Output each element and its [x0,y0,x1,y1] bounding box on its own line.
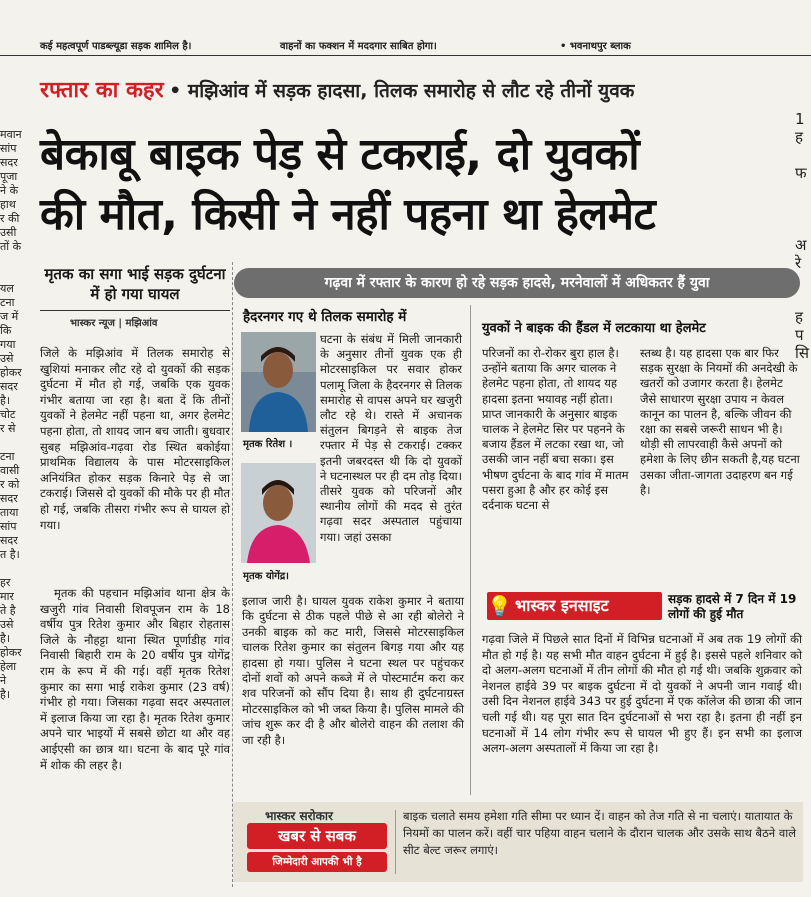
left-edge-fragment: हर [0,576,11,589]
column-divider [232,262,233,887]
left-edge-fragment: सांप [0,520,17,533]
headline-line-2: की मौत, किसी ने नहीं पहना था हेलमेट [40,189,656,240]
sarokar-lesson: खबर से सबक [247,823,387,849]
right-edge-fragment: रे [795,254,802,272]
left-body-para-1: जिले के मझिआंव में तिलक समारोह से खुशियां मनाकर लौट रहे दो युवकों की सड़क दुर्घटना में मौत हो गई, जबकि एक युवक गंभीर बताया जा रहा है। बता दें कि तीनों युवकों ने हेलमेट नहीं पहना था, अगर हेलमेट पहना होता, तो शायद जान बच जाती। बुधवार सुबह मझिआंव-गढ़वा रोड स्थित बकोईया प्राथमिक विद्यालय के पास मोटरसाइकिल अनियंत्रित होकर सड़क किनारे पेड़ से जा टकराई। जिससे दो युवकों की मौके पर ही मौत हो गई, जबकि तीसरा गंभीर रूप से घायल हो गया। [40,346,230,532]
left-edge-fragment: सदर [0,492,18,505]
left-edge-fragment: ते है [0,604,16,617]
left-edge-fragment: सदर [0,380,18,393]
col3-text-b: स्तब्ध है। यह हादसा एक बार फिर सड़क सुरक्षा के नियमों की अनदेखी के खतरों को उजागर करता है। हेलमेट जैसे साधारण सुरक्षा उपाय न केवल कानून का पालन है, बल्कि जीवन की रक्षा का सबसे जरूरी साधन भी है। थोड़ी सी लापरवाही कैसे अपनों को हमेशा के लिए छीन सकती है,यह घटना उसका जीता-जागता उदाहरण बन गई है। [640,346,800,497]
left-edge-fragment: वासी [0,464,20,477]
photo-ritesh [241,332,316,432]
top-rule [0,55,811,56]
left-edge-fragment: मवान [0,128,22,141]
left-edge-fragment: होकर [0,646,22,659]
insight-side-heading: सड़क हादसे में 7 दिन में 19 लोगों की हुई मौत [668,592,797,621]
subhead-rule [40,310,230,311]
left-edge-fragment: होकर [0,366,22,379]
right-edge-fragment [795,290,811,308]
right-edge-fragment: ह [795,128,803,146]
photo-yogendra-caption: मृतक योगेंद्र। [243,571,289,582]
left-edge-fragment: मार [0,590,14,603]
insight-logo: भास्कर इनसाइट [487,592,662,620]
left-edge-fragment: है। [0,688,11,701]
kicker-red: रफ्तार का कहर [40,77,164,103]
bulb-icon: 💡 [487,594,512,618]
left-edge-fragment: र की [0,212,20,225]
left-edge-fragment: ने [0,674,7,687]
left-edge-fragment: र को [0,478,20,491]
sarokar-responsibility: जिम्मेदारी आपकी भी है [247,852,387,872]
left-edge-fragment: तों के [0,240,22,253]
sarokar-divider [395,810,396,874]
left-edge-fragment: हाथ [0,198,16,211]
headline-line-1: बेकाबू बाइक पेड़ से टकराई, दो युवकों [40,129,640,180]
left-edge-fragment [0,436,30,450]
left-edge-fragment: सांप [0,142,17,155]
left-edge-fragment [0,268,30,282]
left-edge-fragment: चोट [0,408,16,421]
right-edge-fragment: फ [795,164,807,182]
top-strip-right: • भवनाथपुर ब्लाक [560,41,631,52]
left-edge-column [0,128,30,888]
left-edge-fragment: उसी [0,226,17,239]
col2-body: इलाज जारी है। घायल युवक राकेश कुमार ने बताया कि दुर्घटना से ठीक पहले पीछे से आ रही बोलेरो ने उनकी बाइक को कट मारी, जिससे मोटरसाइकिल चालक रितेश कुमार का संतुलन बिगड़ गया और यह हादसा हो गया। पुलिस ने घटना स्थल पर पहुंचकर दोनों शवों को अपने कब्जे में ले पोस्टमार्टम करा कर शव परिजनों को सौंप दिया है। साथ ही दुर्घटनाग्रस्त मोटरसाइकिल को भी जब्त किया है। पुलिस मामले की जांच शुरू कर दी है और बोलेरो वाहन की तलाश की जा रही है। [242,594,464,747]
col2-side-text: घटना के संबंध में मिली जानकारी के अनुसार तीनों युवक एक ही मोटरसाइकिल पर सवार होकर पलामू जिला के हैदरनगर से तिलक समारोह से वापस अपने घर खजुरी लौट रहे थे। रास्ते में अचानक संतुलन बिगड़ने से बाइक तेज रफ्तार में पेड़ से टकराई। टक्कर इतनी जबरदस्त थी कि दो युवकों ने घटनास्थल पर ही दम तोड़ दिया। तीसरे युवक को परिजनों और स्थानीय लोगों की मदद से तुरंत गढ़वा सदर अस्पताल पहुंचाया गया। जहां उसका [320,332,462,544]
right-edge-fragment: अ [795,236,807,254]
left-edge-fragment: ताया [0,506,19,519]
left-edge-fragment: टना [0,450,15,463]
left-edge-fragment: ने के [0,184,19,197]
top-strip-center: वाहनों का फक्शन में मददगार साबित होगा। [280,41,437,52]
right-edge-fragment: प [795,326,804,344]
kicker-rest: • मझिआंव में सड़क हादसा, तिलक समारोह से लौट रहे तीनों युवक [169,80,635,102]
left-edge-fragment: सदर [0,156,18,169]
subhead: मृतक का सगा भाई सड़क दुर्घटना में हो गया घायल [44,265,226,303]
left-edge-fragment: उसे [0,352,14,365]
byline: भास्कर न्यूज | मझिआंव [70,318,158,329]
left-edge-fragment: है। [0,394,11,407]
col2-heading: हैदरनगर गए थे तिलक समारोह में [243,309,407,325]
right-edge-fragment: ह [795,308,803,326]
col3-text-a: परिजनों का रो-रोकर बुरा हाल है। उन्होंने बताया कि अगर चालक ने हेलमेट पहना होता, तो शायद यह हादसा इतना भयावह नहीं होता। प्राप्त जानकारी के अनुसार बाइक चालक ने हेलमेट सिर पर पहनने के बजाय हैंडल में लटका रखा था, जो उसकी जान नहीं बचा सका। इस भीषण दुर्घटना के बाद गांव में मातम पसरा हुआ है और हर कोई इस दर्दनाक घटना से [482,346,629,513]
col3-heading: युवकों ने बाइक की हैंडल में लटकाया था हेलमेट [482,321,706,336]
left-edge-fragment: ज में [0,310,19,323]
photo-yogendra [241,463,316,563]
left-edge-fragment [0,562,30,576]
photo-ritesh-caption: मृतक रितेश । [243,439,293,450]
insight-body: गढ़वा जिले में पिछले सात दिनों में विभिन्न घटनाओं में अब तक 19 लोगों की मौत हो गई है। यह सभी मौत वाहन दुर्घटना में हुई है। इससे पहले शनिवार को दो अलग-अलग घटनाओं में तीन लोगों की मौत हो गई थी। जबकि शुक्रवार को नेशनल हाईवे 39 पर बाइक दुर्घटना में दो युवकों ने अपनी जान गवाई थी। उसी दिन नेशनल हाईवे 343 पर हुई दुर्घटना में एक कॉलेज की छात्रा की जान चली गई थी। यह पूरा सात दिन दुर्घटनाओं से भरा रहा है। इतना ही नहीं इन घटनाओं में 14 लोग गंभीर रूप से घायल भी हुए हैं। इन सभी का इलाज अलग-अलग अस्पतालों में किया जा रहा है। [482,632,802,756]
left-edge-fragment: गया [0,338,16,351]
left-edge-fragment: कि [0,324,12,337]
kicker [40,74,800,102]
left-edge-fragment: त है। [0,548,20,561]
left-edge-fragment: उसे [0,618,14,631]
col-divider-2 [470,305,471,795]
left-edge-fragment [0,254,30,268]
left-body-para-2: मृतक की पहचान मझिआंव थाना क्षेत्र के खजुरी गांव निवासी शिवपूजन राम के 18 वर्षीय पुत्र रितेश कुमार और बिहार रोहतास जिले के नौहट्टा थाना स्थित पूर्णाडीह गांव निवासी बिहारी राम के 20 वर्षीय पुत्र योगेंद्र राम के रूप में की गई। वहीं मृतक रितेश कुमार का सगा भाई राकेश कुमार (23 वर्ष) गंभीर हो गया। जिसका गढ़वा सदर अस्पताल में इलाज किया जा रहा है। मृतक रितेश कुमार अपने चार भाइयों में सबसे छोटा था और वह आईएसी का छात्र था। घटना के बाद पूरे गांव में शोक की लहर है। [40,586,230,772]
right-edge-fragment: सि [795,344,810,362]
sarokar-text: बाइक चलाते समय हमेशा गति सीमा पर ध्यान दें। वाहन को तेज गति से ना चलाएं। यातायात के नियमों का पालन करें। वहीं चार पहिया वाहन चलाने के दौरान चालक और उसके साथ बैठने वाले सीट बेल्ट जरूर लगाएं। [403,809,796,857]
left-edge-fragment: पूजा [0,170,18,183]
story-banner: गढ़वा में रफ्तार के कारण हो रहे सड़क हादसे, मरनेवालों में अधिकतर हैं युवा [234,268,800,298]
right-edge-fragment: 1 [795,110,805,128]
left-edge-fragment: हेला [0,660,17,673]
top-strip-left: कई महत्वपूर्ण पाडब्ल्यूडा सड़क शामिल है। [40,41,192,52]
left-edge-fragment: यल [0,282,14,295]
left-edge-fragment: टना [0,296,15,309]
sarokar-title: भास्कर सरोकार [265,809,333,823]
left-edge-fragment: है। [0,632,11,645]
left-edge-fragment: र से [0,422,16,435]
left-edge-fragment: सदर [0,534,18,547]
